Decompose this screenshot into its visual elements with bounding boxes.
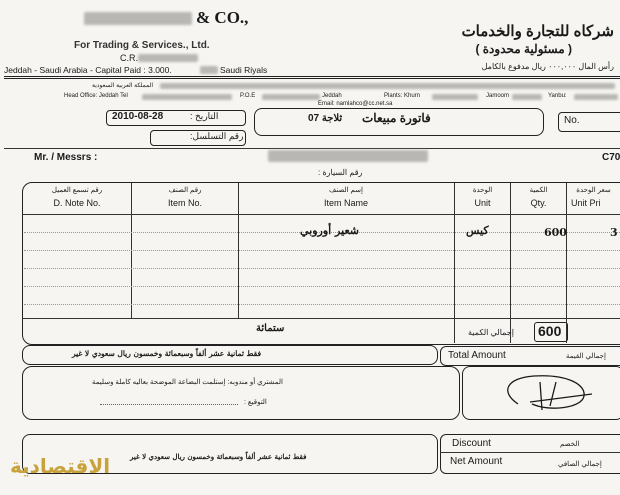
jamoom-label: Jamoom — [486, 93, 510, 99]
header-rule-top — [4, 76, 620, 77]
buyer-note-ar: المشتري أو مندوبه: إستلمت البضاعة الموضحة بعاليه كاملة وسليمة — [92, 379, 283, 386]
col-header-unit-price: Unit Pri — [571, 198, 601, 208]
date-value: 2010-08-28 — [112, 111, 164, 122]
redacted-company-name — [84, 12, 192, 25]
row-qty: 600 — [544, 226, 567, 239]
pobox-label: P.O.E — [240, 93, 256, 99]
col-header-item-name: Item Name — [323, 198, 368, 208]
total-amount-label: Total Amount — [448, 350, 506, 361]
signature-label-ar: التوقيع : — [244, 399, 267, 406]
head-office: Head Office: Jeddah Tel — [64, 93, 128, 99]
company-type-ar: ( مسئولية محدودة ) — [475, 42, 572, 56]
jeddah-code: Jeddah — [322, 93, 342, 99]
row-unit: كيس — [466, 224, 489, 237]
row-guide-5 — [24, 304, 620, 305]
handwritten-signature — [470, 368, 610, 416]
header-rule-bottom — [4, 78, 620, 79]
total-qty-value: 600 — [538, 323, 562, 339]
row-guide-2 — [24, 250, 620, 251]
discount-net-divider — [440, 452, 620, 453]
watermark-logo: الاقتصادية — [10, 454, 111, 478]
totals-row-rule — [22, 318, 620, 319]
net-words-ar: فقط ثمانية عشر ألفاً وسبعمائة وخمسون ريال سعودي لا غير — [130, 452, 307, 461]
net-amount-label-ar: إجمالي الصافي — [558, 461, 602, 468]
net-amount-label: Net Amount — [450, 456, 503, 467]
col-header-unit-ar: الوحدة — [472, 187, 493, 194]
discount-label-ar: الخصم — [560, 441, 580, 448]
total-qty-label-ar: إجمالي الكمية — [468, 328, 514, 337]
total-value-label-ar: إجمالي القيمة — [566, 353, 606, 360]
date-label-ar: التاريخ : — [190, 111, 219, 121]
serial-label-ar: رقم التسلسل: — [190, 131, 244, 141]
row-item-name: شعير أوروبي — [300, 224, 359, 237]
email: Email: namlahco@cc.net.sa — [318, 101, 393, 107]
company-name-suffix: & CO., — [196, 8, 249, 27]
redacted-pobox — [262, 94, 320, 100]
company-tagline: For Trading & Services., Ltd. — [74, 40, 210, 51]
row-guide-4 — [24, 286, 620, 287]
row-unit-price: 3 — [610, 226, 618, 239]
plants-label: Plants: Khurn — [384, 93, 421, 99]
capital-ar: رأس المال ٠٠٠,٠٠٠ ريال مدفوع بالكامل — [481, 62, 614, 71]
amount-words-ar: فقط ثمانية عشر ألفاً وسبعمائة وخمسون ريال سعودي لا غير — [72, 349, 262, 358]
col-header-unit: Unit — [474, 198, 491, 208]
company-name-ar: شركاه للتجارة والخدمات — [461, 23, 614, 40]
customer-code: C70 — [602, 152, 620, 163]
receipt-box — [22, 366, 460, 420]
items-table-header-rule — [22, 214, 620, 215]
customer-rule — [4, 148, 620, 149]
redacted-address-ar — [160, 83, 615, 89]
capital-currency: Saudi Riyals — [220, 65, 268, 75]
country-ar: المملكة العربية السعودية — [92, 83, 154, 89]
invoice-number-label: No. — [564, 115, 580, 126]
col-header-dnote: D. Note No. — [53, 198, 101, 208]
qty-words-ar: ستمائة — [256, 323, 285, 334]
col-header-qty-ar: الكمية — [529, 187, 548, 194]
invoice-title-ar: فاتورة مبيعات — [362, 111, 431, 125]
redacted-jamoom — [512, 94, 542, 100]
redacted-phone — [142, 94, 232, 100]
redacted-customer — [268, 150, 428, 162]
col-header-item-no: Item No. — [167, 198, 202, 208]
signature-line — [100, 404, 238, 405]
yanbu-label: Yanbu: — [548, 93, 567, 99]
col-header-item-name-ar: إسم الصنف — [329, 187, 363, 194]
col-header-qty: Qty. — [530, 198, 547, 208]
car-no-label-ar: رقم السيارة : — [318, 168, 363, 177]
redacted-yanbu — [574, 94, 618, 100]
redacted-plants — [432, 94, 478, 100]
discount-label: Discount — [452, 438, 491, 449]
col-header-dnote-ar: رقم تسمع العميل — [51, 187, 103, 194]
redacted-capital — [200, 66, 218, 74]
customer-label: Mr. / Messrs : — [34, 152, 98, 163]
col-header-unit-price-ar: سعر الوحدة — [576, 187, 611, 194]
redacted-cr — [138, 54, 198, 62]
cr-label: C.R. — [120, 53, 138, 63]
capital-line: Jeddah - Saudi Arabia - Capital Paid : 3.000. — [4, 65, 172, 75]
col-header-item-no-ar: رقم الصنف — [168, 187, 202, 194]
branch-ar: ثلاجة 07 — [308, 113, 343, 124]
row-guide-3 — [24, 268, 620, 269]
col-sep-5 — [566, 183, 567, 343]
